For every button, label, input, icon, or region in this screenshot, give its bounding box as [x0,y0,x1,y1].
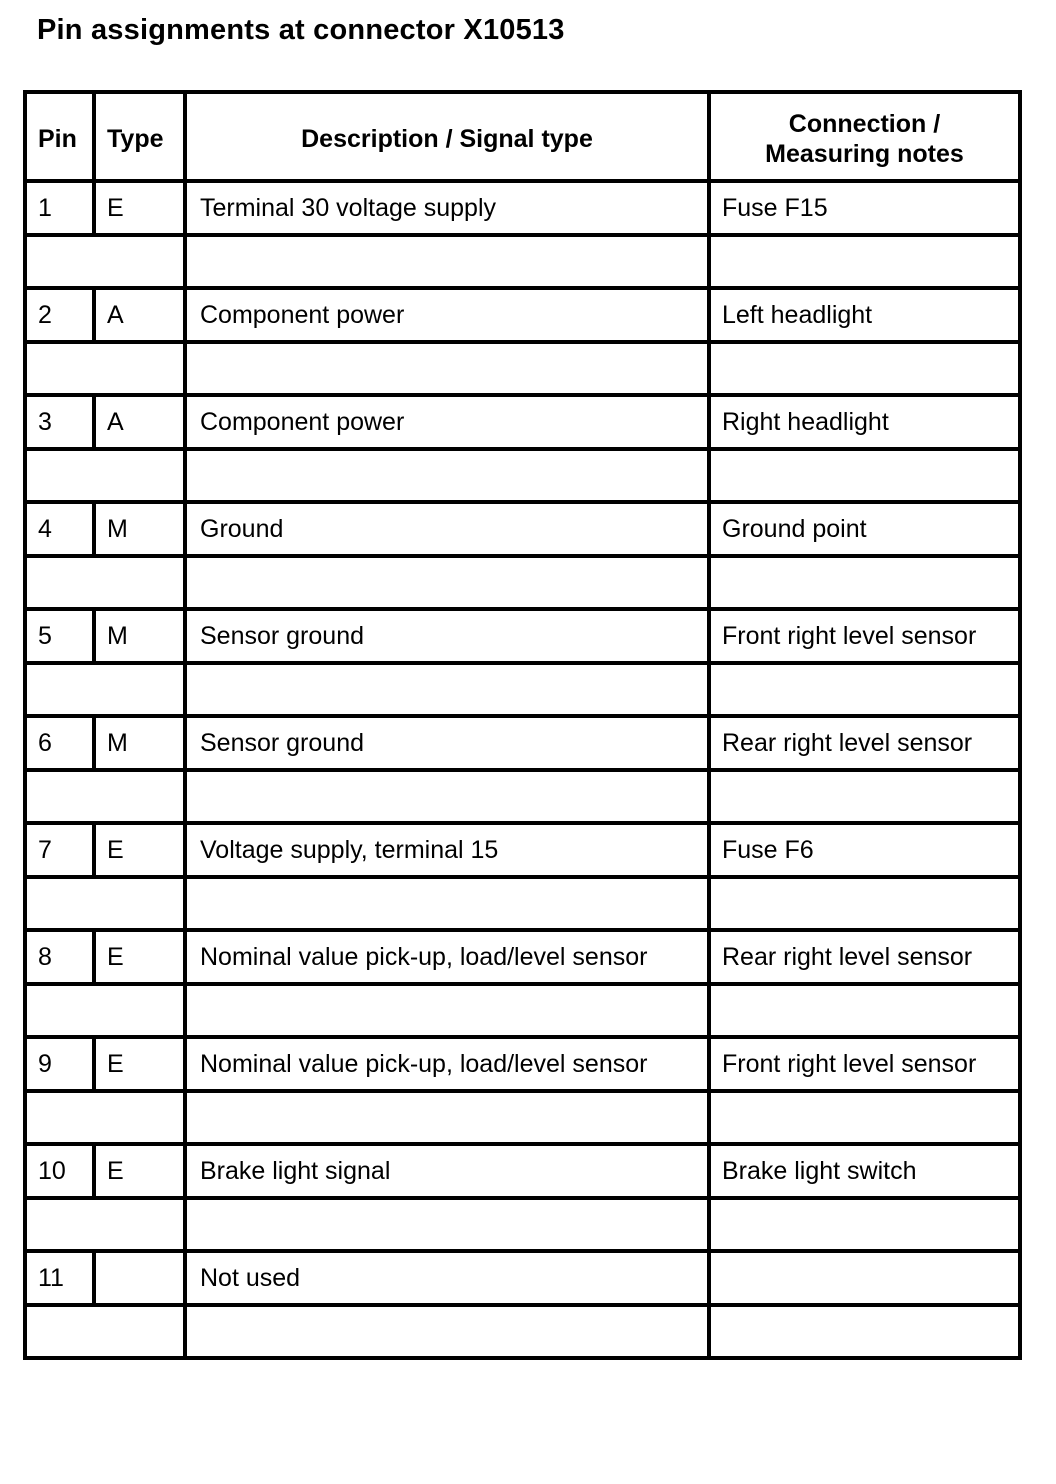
description-cell: Nominal value pick-up, load/level sensor [185,930,709,984]
type-cell: E [94,1037,185,1091]
description-cell: Component power [185,288,709,342]
spacer-cell [709,342,1020,395]
table-header-row [25,92,1020,181]
spacer-row [25,663,1020,716]
type-cell: A [94,288,185,342]
spacer-cell [25,1305,185,1358]
spacer-cell [709,235,1020,288]
table-row [25,1144,1020,1198]
spacer-cell [185,770,709,823]
pin-cell: 5 [25,609,94,663]
description-cell: Brake light signal [185,1144,709,1198]
connection-cell: Ground point [709,502,1020,556]
spacer-cell [709,877,1020,930]
type-cell: M [94,502,185,556]
description-cell: Component power [185,395,709,449]
table-row [25,288,1020,342]
pin-cell: 10 [25,1144,94,1198]
spacer-cell [25,984,185,1037]
connection-cell: Fuse F15 [709,181,1020,235]
spacer-cell [185,1198,709,1251]
spacer-cell [25,1091,185,1144]
header-connection [709,92,1020,181]
spacer-cell [25,663,185,716]
description-cell: Ground [185,502,709,556]
spacer-row [25,877,1020,930]
spacer-cell [709,556,1020,609]
spacer-cell [25,235,185,288]
connection-cell: Rear right level sensor [709,930,1020,984]
header-description: Description / Signal type [185,92,709,181]
spacer-row [25,235,1020,288]
pin-cell: 9 [25,1037,94,1091]
spacer-cell [709,663,1020,716]
spacer-row [25,342,1020,395]
header-type: Type [94,92,185,181]
description-cell: Sensor ground [185,609,709,663]
spacer-cell [709,1091,1020,1144]
spacer-cell [709,770,1020,823]
spacer-cell [185,663,709,716]
type-cell: A [94,395,185,449]
page-title: Pin assignments at connector X10513 [37,14,565,46]
connection-cell: Right headlight [709,395,1020,449]
spacer-cell [185,877,709,930]
table-row [25,930,1020,984]
spacer-cell [185,449,709,502]
table-row [25,823,1020,877]
table-row [25,502,1020,556]
spacer-cell [25,342,185,395]
spacer-cell [185,556,709,609]
type-cell: M [94,716,185,770]
pin-cell: 2 [25,288,94,342]
type-cell: E [94,181,185,235]
type-cell: M [94,609,185,663]
table-row [25,609,1020,663]
spacer-row [25,1305,1020,1358]
header-pin: Pin [25,92,94,181]
spacer-cell [709,449,1020,502]
spacer-cell [25,556,185,609]
pin-assignment-table [23,90,1022,1360]
type-cell [94,1251,185,1305]
spacer-cell [185,1305,709,1358]
description-cell: Voltage supply, terminal 15 [185,823,709,877]
table-row [25,716,1020,770]
spacer-cell [709,1198,1020,1251]
spacer-cell [709,1305,1020,1358]
table-row [25,1251,1020,1305]
spacer-cell [709,984,1020,1037]
pin-cell: 11 [25,1251,94,1305]
description-cell: Nominal value pick-up, load/level sensor [185,1037,709,1091]
spacer-cell [185,235,709,288]
table-row [25,1037,1020,1091]
spacer-row [25,984,1020,1037]
description-cell: Not used [185,1251,709,1305]
header-connection-line2: Measuring notes [765,139,964,168]
connection-cell: Fuse F6 [709,823,1020,877]
type-cell: E [94,930,185,984]
spacer-cell [185,1091,709,1144]
spacer-cell [185,342,709,395]
pin-cell: 1 [25,181,94,235]
description-cell: Sensor ground [185,716,709,770]
spacer-cell [25,1198,185,1251]
spacer-row [25,770,1020,823]
pin-cell: 8 [25,930,94,984]
pin-cell: 7 [25,823,94,877]
connection-cell: Brake light switch [709,1144,1020,1198]
connection-cell: Front right level sensor [709,609,1020,663]
table-row [25,181,1020,235]
spacer-row [25,1198,1020,1251]
spacer-row [25,556,1020,609]
connection-cell: Left headlight [709,288,1020,342]
spacer-cell [25,449,185,502]
spacer-cell [25,877,185,930]
type-cell: E [94,1144,185,1198]
spacer-cell [185,984,709,1037]
type-cell: E [94,823,185,877]
spacer-row [25,1091,1020,1144]
header-connection-line1: Connection / [788,109,941,138]
spacer-cell [25,770,185,823]
spacer-row [25,449,1020,502]
connection-cell [709,1251,1020,1305]
table-row [25,395,1020,449]
pin-cell: 3 [25,395,94,449]
pin-cell: 4 [25,502,94,556]
description-cell: Terminal 30 voltage supply [185,181,709,235]
connection-cell: Front right level sensor [709,1037,1020,1091]
pin-cell: 6 [25,716,94,770]
connection-cell: Rear right level sensor [709,716,1020,770]
